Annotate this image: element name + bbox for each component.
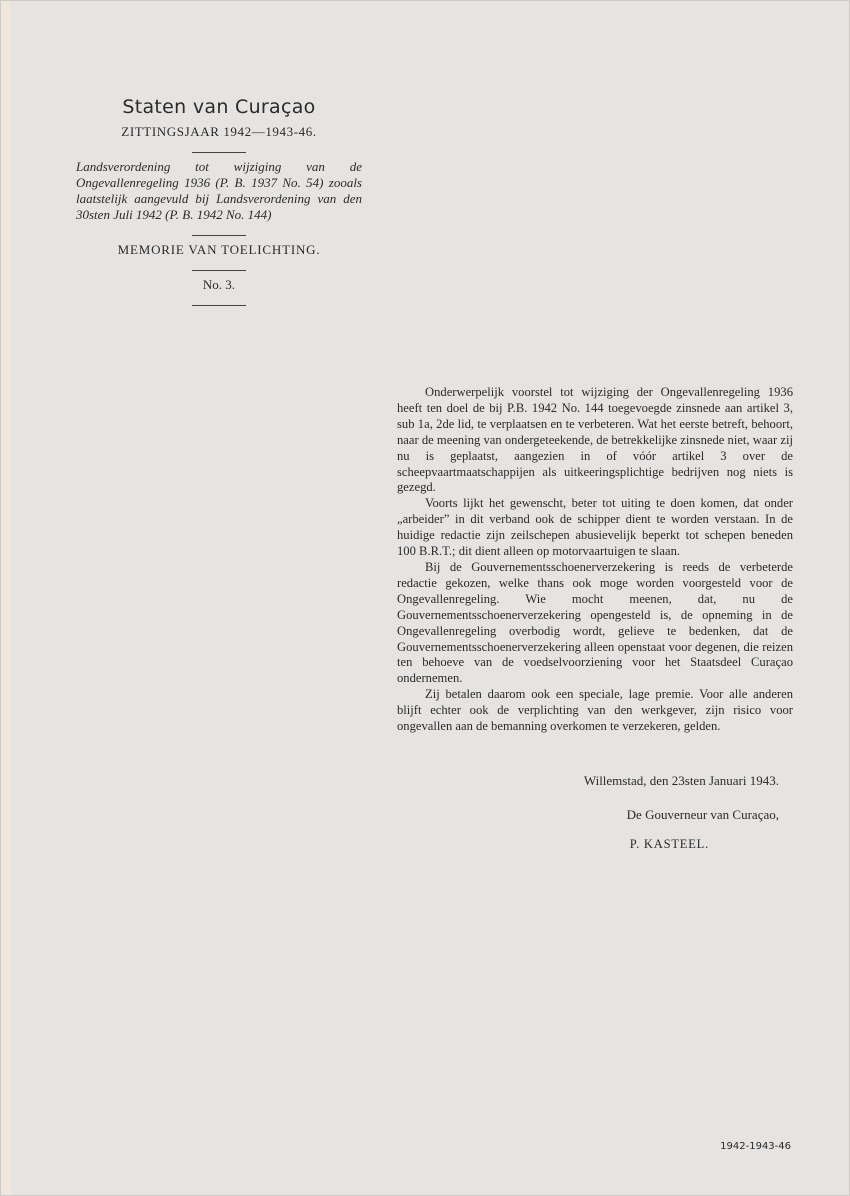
divider (192, 152, 246, 153)
paragraph: Onderwerpelijk voorstel tot wijziging der Ongevallenregeling 1936 heeft ten doel de bij P.B. 1942 No. 144 toegevoegde zinsnede aan artikel 3, sub 1a, 2de lid, te verplaatsen en te verbeteren. Wat het eerste betreft, behoort, naar de meening van ondergeteekende, de betrekkelijke zinsnede niet, waar zij nu is geplaatst, aangezien in of vóór artikel 3 over de scheepvaartmaatschappijen als uitkeeringsplichtige bedrijven nog niets is gezegd. (397, 385, 793, 495)
divider (192, 235, 246, 236)
divider (192, 270, 246, 271)
governor-title: De Gouverneur van Curaçao, (626, 807, 779, 822)
divider (192, 305, 246, 306)
body-text (397, 385, 793, 735)
signature: P. KASTEEL. (629, 837, 709, 851)
paragraph: Bij de Gouvernementsschoenerverzekering is reeds de verbeterde redactie gekozen, welke thans ook moge worden voorgesteld voor de Ongevallenregeling. Wie mocht meenen, dat, nu de Gouvernementsschoenerverzekering opengesteld is, de opneming in de Ongevallenregeling overbodig wordt, gelieve te bedenken, dat de Gouvernementsschoenerverzekering alleen openstaat voor degenen, die reizen ten behoeve van de voedselvoorziening voor het Staatsdeel Curaçao ondernemen. (397, 559, 793, 686)
paragraph: Voorts lijkt het gewenscht, beter tot uiting te doen komen, dat onder „arbeider” in dit verband ook de schipper dient te worden verstaan. In de huidige redactie zijn zeilschepen abusievelijk beperkt tot schepen beneden 100 B.R.T.; dit dient alleen op motorvaartuigen te slaan. (397, 496, 793, 559)
place-date: Willemstad, den 23sten Januari 1943. (583, 773, 779, 788)
document-number: No. 3. (202, 277, 236, 292)
paragraph: Zij betalen daarom ook een speciale, lage premie. Voor alle anderen blijft echter ook de verplichting van den werkgever, zijn risico voor ongevallen aan de bemanning overkomen te verzekeren, gelden. (397, 687, 793, 734)
assembly-title: Staten van Curaçao (122, 96, 316, 118)
subject-line: Landsverordening tot wijziging van de Ongevallenregeling 1936 (P. B. 1937 No. 54) zooals laatstelijk aangevuld bij Landsverordening van den 30sten Juli 1942 (P. B. 1942 No. 144) (76, 159, 362, 222)
footer-code: 1942-1943-46 (720, 1141, 791, 1152)
memorie-heading: MEMORIE VAN TOELICHTING. (117, 242, 321, 257)
session-year: ZITTINGSJAAR 1942—1943-46. (121, 124, 317, 139)
document-header (73, 96, 365, 312)
